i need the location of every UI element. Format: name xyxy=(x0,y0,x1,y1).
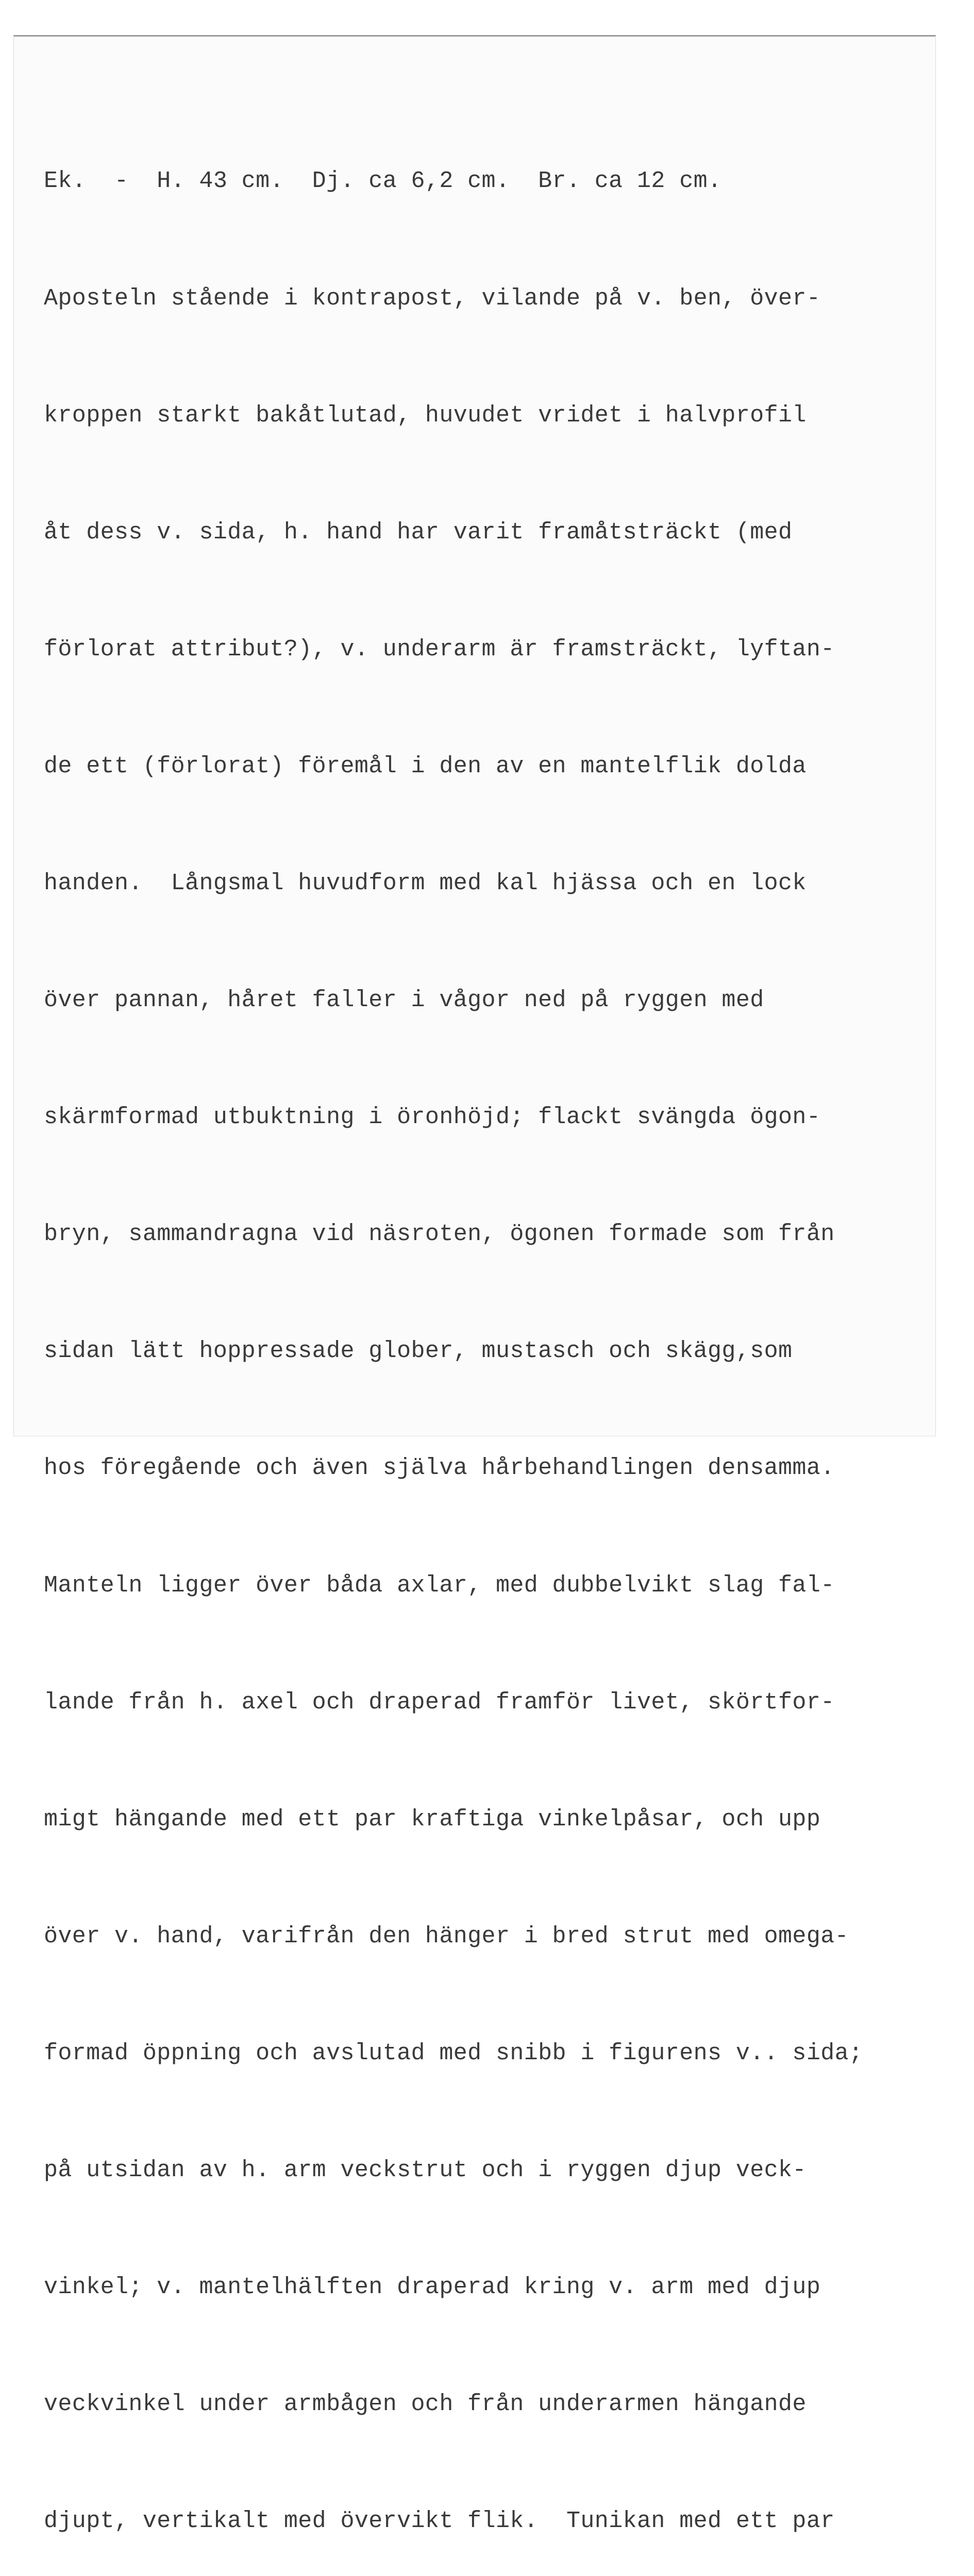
text-line: handen. Långsmal huvudform med kal hjässa och en lock xyxy=(44,870,807,896)
text-line: över v. hand, varifrån den hänger i bred strut med omega- xyxy=(44,1923,849,1950)
text-line: kroppen starkt bakåtlutad, huvudet vridet i halvprofil xyxy=(44,402,807,429)
text-line: sidan lätt hoppressade glober, mustasch och skägg,som xyxy=(44,1338,793,1365)
text-line: vinkel; v. mantelhälften draperad kring v. arm med djup xyxy=(44,2274,821,2301)
typed-text xyxy=(44,84,863,2576)
text-line: förlorat attribut?), v. underarm är framsträckt, lyftan- xyxy=(44,636,835,663)
text-line: på utsidan av h. arm veckstrut och i ryggen djup veck- xyxy=(44,2157,807,2183)
text-line: migt hängande med ett par kraftiga vinkelpåsar, och upp xyxy=(44,1806,821,1833)
text-line: formad öppning och avslutad med snibb i figurens v.. sida; xyxy=(44,2040,863,2066)
text-line: över pannan, håret faller i vågor ned på ryggen med xyxy=(44,987,764,1014)
index-card xyxy=(13,35,936,2535)
text-line: veckvinkel under armbågen och från underarmen hängande xyxy=(44,2391,807,2418)
text-line: bryn, sammandragna vid näsroten, ögonen formade som från xyxy=(44,1221,835,1248)
text-line: åt dess v. sida, h. hand har varit framåtsträckt (med xyxy=(44,519,793,546)
text-line: lande från h. axel och draperad framför livet, skörtfor- xyxy=(44,1689,835,1716)
text-line: Ek. - H. 43 cm. Dj. ca 6,2 cm. Br. ca 12 cm. xyxy=(44,168,722,195)
text-line: de ett (förlorat) föremål i den av en mantelflik dolda xyxy=(44,753,807,779)
text-line: Aposteln stående i kontrapost, vilande på v. ben, över- xyxy=(44,285,821,312)
text-line: Manteln ligger över båda axlar, med dubbelvikt slag fal- xyxy=(44,1572,835,1599)
text-line: hos föregående och även själva hårbehandlingen densamma. xyxy=(44,1455,835,1482)
text-line: skärmformad utbuktning i öronhöjd; flackt svängda ögon- xyxy=(44,1104,821,1131)
text-line: djupt, vertikalt med övervikt flik. Tunikan med ett par xyxy=(44,2508,835,2535)
